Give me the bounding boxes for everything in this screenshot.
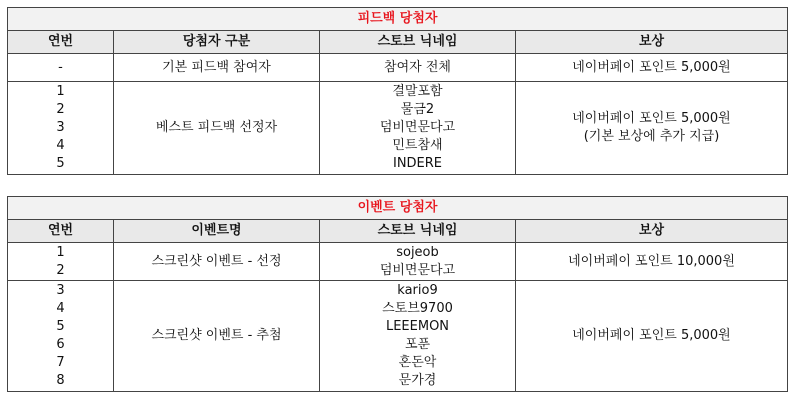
row-number: 7: [56, 355, 65, 370]
row-number: 8: [56, 373, 65, 388]
row-number: 1: [56, 244, 65, 260]
header-reward: 보상: [516, 31, 788, 54]
header-event-name: 이벤트명: [114, 220, 320, 243]
header-nickname: 스토브 닉네임: [320, 31, 516, 54]
nickname: 덤비면문다고: [379, 120, 456, 135]
nickname: 물금2: [400, 102, 435, 117]
row-number: 1: [56, 84, 65, 99]
table-row: [8, 243, 788, 281]
reward-note: (기본 보상에 추가 지급): [583, 129, 720, 144]
row-numbers: [8, 82, 114, 175]
row-nickname: 참여자 전체: [320, 54, 516, 82]
row-number: 2: [56, 262, 65, 278]
nickname: kario9: [397, 283, 438, 298]
table-row: [8, 54, 788, 82]
row-number: 3: [56, 120, 65, 135]
row-nicknames: [320, 281, 516, 392]
nickname: LEEEMON: [385, 319, 450, 334]
row-number: 3: [56, 283, 65, 298]
reward-line: 네이버페이 포인트 5,000원: [572, 111, 731, 126]
row-number: 4: [56, 138, 65, 153]
table-row: [8, 82, 788, 175]
row-number: 6: [56, 337, 65, 352]
row-reward: 네이버페이 포인트 10,000원: [516, 243, 788, 281]
feedback-winners-table: [7, 7, 788, 175]
table-row: [8, 281, 788, 392]
nickname: 혼돈악: [398, 355, 437, 370]
row-number: 5: [56, 319, 65, 334]
nickname: 민트참새: [392, 138, 443, 153]
header-nickname: 스토브 닉네임: [320, 220, 516, 243]
row-reward: 네이버페이 포인트 5,000원: [516, 54, 788, 82]
row-event-name: 스크린샷 이벤트 - 선정: [114, 243, 320, 281]
nickname: 포푼: [404, 337, 431, 352]
row-nicknames: [320, 243, 516, 281]
nickname: INDERE: [392, 156, 443, 171]
nickname: sojeob: [396, 244, 439, 260]
header-category: 당첨자 구분: [114, 31, 320, 54]
row-reward: 네이버페이 포인트 5,000원: [516, 281, 788, 392]
row-number: 2: [56, 102, 65, 117]
row-number: 4: [56, 301, 65, 316]
header-number: 연번: [8, 31, 114, 54]
nickname: 문가경: [398, 373, 437, 388]
nickname: 스토브9700: [382, 301, 453, 316]
header-reward: 보상: [516, 220, 788, 243]
event-winners-table: [7, 196, 788, 392]
row-numbers: [8, 281, 114, 392]
feedback-winners-title: 피드백 당첨자: [8, 8, 788, 31]
row-category: 기본 피드백 참여자: [114, 54, 320, 82]
row-category: 베스트 피드백 선정자: [114, 82, 320, 175]
event-winners-title: 이벤트 당첨자: [8, 197, 788, 220]
row-number: -: [8, 54, 114, 82]
row-event-name: 스크린샷 이벤트 - 추첨: [114, 281, 320, 392]
row-numbers: [8, 243, 114, 281]
row-reward: [516, 82, 788, 175]
row-nicknames: [320, 82, 516, 175]
nickname: 결말포함: [392, 84, 443, 99]
header-number: 연번: [8, 220, 114, 243]
row-number: 5: [56, 156, 65, 171]
nickname: 덤비면문다고: [379, 262, 456, 278]
